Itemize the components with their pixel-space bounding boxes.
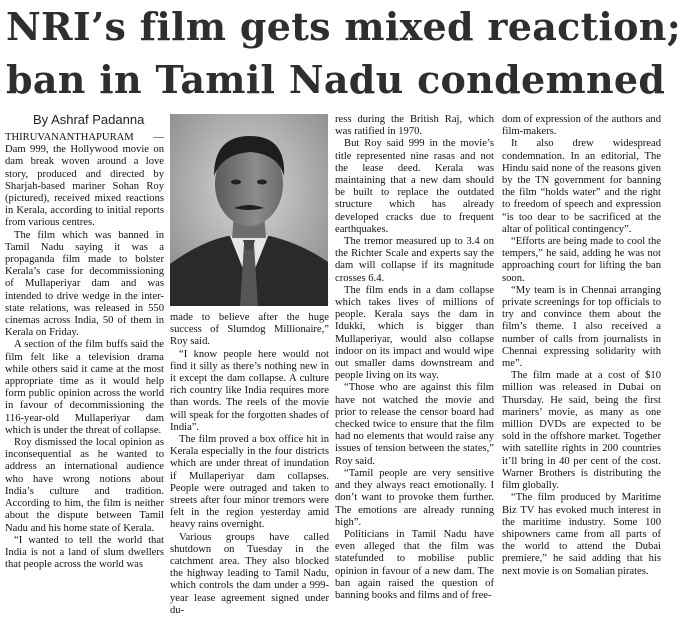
paragraph: The film made at a cost of $10 million was released in Dubai on Thursday. He said, being the first mariners’ movie, as many as one million DVDs are expected to be sold in the offshore market. Together with satellite rights in 200 countries it’ll bring in 40 per cent of the cost. Warner Brothers is distributing the film globally. (502, 370, 661, 492)
paragraph: The tremor measured up to 3.4 on the Richter Scale and experts say the dam will collapse if its magnitude crosses 6.4. (335, 236, 494, 284)
paragraph: ress during the British Raj, which was ratified in 1970. (335, 114, 494, 138)
paragraph: The film ends in a dam collapse which takes lives of millions of people. Kerala says the dam in Idukki, which is bigger than Mullaperiyar, would also collapse indoor on its impact and would wipe out smaller dams downstream and people living on its way. (335, 284, 494, 382)
article-column-3 (335, 114, 494, 601)
article-column-1 (5, 132, 164, 594)
paragraph: “I wanted to tell the world that India is not a land of slum dwellers that people across the world was (5, 534, 164, 571)
portrait-image (170, 114, 328, 306)
paragraph: Various groups have called shutdown on Tuesday in the catchment area. They also blocked the highway leading to Tamil Nadu, which controls the dam under a 999-year lease agreement signed under du- (170, 531, 329, 616)
paragraph: Politicians in Tamil Nadu have even alleged that the film was statefunded to mobilise public opinion in favour of a new dam. The ban again raised the question of banning books and films and of free- (335, 528, 494, 601)
paragraph: A section of the film buffs said the film felt like a television drama while others said it came at the most appropriate time as it would help form public opinion across the world in favour of decommissioning the 116-year-old Mullaperiyar dam which is under the threat of collapse. (5, 339, 164, 436)
author-photo (170, 114, 328, 306)
headline-line-2: ban in Tamil Nadu condemned (6, 57, 666, 102)
paragraph: made to believe after the huge success of Slumdog Millionaire,” Roy said. (170, 312, 329, 348)
paragraph: THIRUVANANTHAPURAM — Dam 999, the Hollywood movie on dam break woven around a love story, produced and directed by Sharjah-based mariner Sohan Roy (pictured), received mixed reactions in Kerala, according to initial reports from various centres. (5, 132, 164, 229)
headline-line-1: NRI’s film gets mixed reaction; (6, 4, 681, 49)
paragraph: “Those who are against this film have not watched the movie and prior to release the censor board had checked twice to ensure that the film had no elements that would raise any issues of tension between the states,” Roy said. (335, 382, 494, 467)
headline (6, 0, 681, 106)
paragraph: “Efforts are being made to cool the tempers,” he said, adding he was not approaching court for lifting the ban soon. (502, 236, 661, 284)
paragraph: “The film produced by Maritime Biz TV has evoked much interest in the maritime industry. Some 100 shipowners came from all parts of the world to attend the Dubai premiere,” he said adding that his next movie is on Somalian pirates. (502, 492, 661, 577)
article-column-4 (502, 114, 661, 594)
paragraph: Roy dismissed the local opinion as inconsequential as he wanted to address an international audience who have wrong notions about India’s culture and tradition. According to him, the film is neither about the dispute between Tamil Nadu and his home state of Kerala. (5, 437, 164, 534)
article-column-2 (170, 312, 329, 616)
paragraph: It also drew widespread condemnation. In an editorial, The Hindu said none of the reasons given by the TN government for banning the film “holds water” and the right to freedom of speech and expression “is too dear to be sacrificed at the altar of political contingency”. (502, 138, 661, 235)
paragraph: The film which was banned in Tamil Nadu saying it was a propaganda film made to bolster Kerala’s case for decommissioning of Mullaperiyar dam and was intended to drive wedge in the inter-state relations, was released in 550 cinemas across India, 50 of them in Kerala on Friday. (5, 229, 164, 339)
paragraph: “Tamil people are very sensitive and they always react emotionally. I don’t want to provoke them further. The emotions are already running high”. (335, 467, 494, 528)
paragraph: “I know people here would not find it silly as there’s nothing new in it except the dam collapse. A culture rich country like India requires more than words. The reels of the movie will speak for the forgotten shades of India”. (170, 348, 329, 433)
paragraph: “My team is in Chennai arranging private screenings for top officials to try and convince them about the film’s theme. I also received a number of calls from journalists in Chennai expressing solidarity with me”. (502, 284, 661, 370)
paragraph: dom of expression of the authors and film-makers. (502, 114, 661, 138)
paragraph: The film proved a box office hit in Kerala especially in the four districts which are under threat of inundation if Mullaperiyar dam collapses. People were outraged and taken to streets after four minor tremors were felt in the region yesterday amid heavy rains overnight. (170, 434, 329, 531)
paragraph: But Roy said 999 in the movie’s title represented nine rasas and not the lease deed. Kerala was maintaining that a new dam should be built to replace the outdated structure which has already developed cracks due to frequent earthquakes. (335, 138, 494, 235)
byline: By Ashraf Padanna (33, 112, 145, 127)
